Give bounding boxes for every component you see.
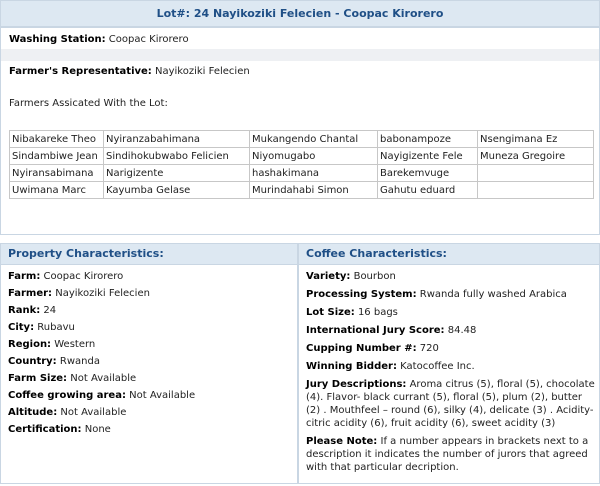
representative-line [9,66,250,77]
coffee-panel [298,243,600,484]
property-country: Country: Rwanda [8,356,100,367]
coffee-variety: Variety: Bourbon [306,271,396,282]
farmer-cell [478,182,594,199]
farmer-cell: Barekemvuge [378,165,478,182]
farmer-cell: Muneza Gregoire [478,148,594,165]
farmer-cell: Niyomugabo [250,148,378,165]
coffee-processing: Processing System: Rwanda fully washed Arabica [306,289,567,300]
property-rank: Rank: 24 [8,305,57,316]
farmers-table [9,130,594,199]
washing-station-value: Coopac Kirorero [108,34,189,45]
table-row [10,165,594,182]
farmer-cell: hashakimana [250,165,378,182]
table-row [10,182,594,199]
lot-info-box [0,27,600,235]
coffee-winning-bidder: Winning Bidder: Katocoffee Inc. [306,361,475,372]
coffee-heading: Coffee Characteristics: [299,244,599,265]
coffee-jury-score: International Jury Score: 84.48 [306,325,477,336]
representative-label: Farmer's Representative: [9,66,152,77]
coffee-jury-descriptions: Jury Descriptions: Aroma citrus (5), floral (5), chocolate (4). Flavor- black currant (5), floral (5), plum (2), butter (2) . Mouthfeel – round (6), silky (4), delicate (3) . Acidity- citric acidity (6), fruit acidity (6), sweet acidity (3) [306,379,595,429]
lot-title: Lot#: 24 Nayikoziki Felecien - Coopac Kirorero [0,0,600,27]
property-farm: Farm: Coopac Kirorero [8,271,124,282]
property-growing-area: Coffee growing area: Not Available [8,390,196,401]
farmer-cell: Murindahabi Simon [250,182,378,199]
property-list [1,265,297,438]
farmer-cell: Kayumba Gelase [104,182,250,199]
farmers-heading: Farmers Assicated With the Lot: [9,98,168,109]
farmer-cell: Mukangendo Chantal [250,131,378,148]
coffee-list [299,265,599,474]
washing-station-label: Washing Station: [9,34,106,45]
property-certification: Certification: None [8,424,111,435]
table-row [10,148,594,165]
representative-value: Nayikoziki Felecien [155,66,250,77]
farmer-cell: Gahutu eduard [378,182,478,199]
property-altitude: Altitude: Not Available [8,407,127,418]
farmer-cell: Sindihokubwabo Felicien [104,148,250,165]
coffee-lot-size: Lot Size: 16 bags [306,307,398,318]
coffee-cupping-number: Cupping Number #: 720 [306,343,439,354]
washing-station-line [9,34,189,45]
farmer-cell: Narigizente [104,165,250,182]
farmer-cell: Uwimana Marc [10,182,104,199]
farmer-cell: babonampoze [378,131,478,148]
property-heading: Property Characteristics: [1,244,297,265]
representative-row [1,61,599,124]
farmer-cell: Sindambiwe Jean [10,148,104,165]
farmer-cell: Nayigizente Fele [378,148,478,165]
property-panel [0,243,298,484]
farmer-cell [478,165,594,182]
separator-band [1,49,599,61]
farmer-cell: Nsengimana Ez [478,131,594,148]
coffee-please-note: Please Note: If a number appears in brackets next to a description it indicates the number of jurors that agreed with that particular decription. [306,436,589,473]
farmer-cell: Nyiranzabahimana [104,131,250,148]
property-farmer: Farmer: Nayikoziki Felecien [8,288,150,299]
farmer-cell: Nibakareke Theo [10,131,104,148]
washing-station-row [1,28,599,49]
property-farm-size: Farm Size: Not Available [8,373,137,384]
farmer-cell: Nyiransabimana [10,165,104,182]
property-city: City: Rubavu [8,322,75,333]
property-region: Region: Western [8,339,96,350]
table-row [10,131,594,148]
